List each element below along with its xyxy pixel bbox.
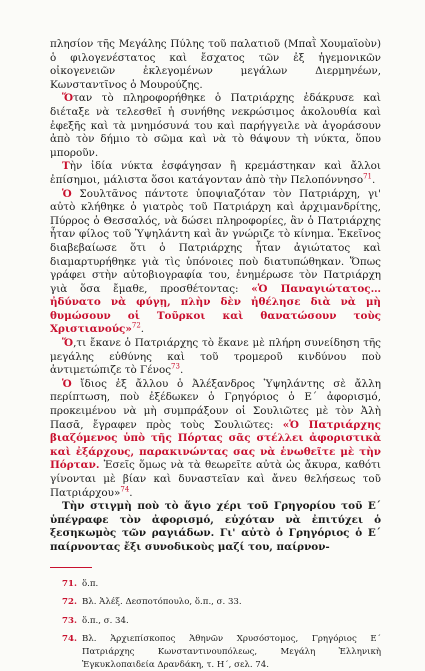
paragraph-4: [50, 188, 381, 338]
quotation: «Ὁ Πατριάρχης βιαζόμενος ὑπὸ τῆς Πόρτας σᾶς στέλλει ἀφοριστικὰ καὶ ἐξάρχους, παρακινώντας σας νὰ ἑνωθεῖτε μὲ τὴν Πόρταν.: [50, 418, 382, 472]
paragraph-2: [50, 92, 381, 160]
footnote-text: ὅ.π.: [81, 578, 99, 589]
footnote-text: ὅ.π., σ. 34.: [81, 615, 129, 626]
punctuation: .: [129, 486, 133, 499]
footnote-72: [50, 596, 381, 609]
footnote-ref[interactable]: 72: [131, 322, 141, 330]
lead-letter: Τ: [62, 160, 70, 173]
paragraph-3: [50, 160, 381, 187]
paragraph-6: [50, 378, 381, 500]
paragraph-text: ἴδιος ἐξ ἄλλου ὁ Ἀλέξανδρος Ὑψηλάντης σὲ ἄλλη περίπτωση, ποὺ ἐξέδωκεν ὁ Γρηγόριος ὁ Ε΄ ἀφορισμό, προκειμένου νὰ μὴ συμπράξουν οἱ Σουλιῶτες μὲ τὸν Ἀλὴ Πασᾶ, ἔγραφεν πρὸς τοὺς Σουλιῶτες:: [50, 377, 381, 431]
paragraph-text: ταν τὸ πληροφορήθηκε ὁ Πατριάρχης ἐδάκρυσε καὶ διέταξε νὰ τελεσθεῖ ἡ συνήθης νεκρώσιμος ἀκολουθία καὶ ἐφεξῆς καὶ τὰ μνημόσυνά του καὶ παρήγγειλε νὰ ἀγοράσουν ἀπὸ τὸν δήμιο τὸ σῶμα καὶ νὰ τὸ θάψουν τὴ νύκτα, ὅπου μποροῦν.: [50, 92, 381, 159]
footnote-text: Βλ. Ἀλέξ. Δεσποτόπουλο, ὅ.π., σ. 33.: [81, 597, 242, 608]
lead-letter: Ὁ: [62, 187, 72, 200]
paragraph-7-bold: [50, 500, 381, 554]
footnote-number: 73.: [62, 615, 77, 626]
footnote-ref[interactable]: 73: [171, 362, 180, 371]
footnote-divider: [50, 567, 92, 568]
footnote-ref[interactable]: 71: [363, 172, 372, 181]
paragraph-text: Σουλτᾶνος πάντοτε ὑποψιαζόταν τὸν Πατριάρχη, γι' αὐτὸ κλήθηκε ὁ γιατρὸς τοῦ Πατριάρχη καὶ ἀρχιμανδρίτης, Πύρρος ὁ Θεσσαλός, νὰ δώσει πληροφορίες, ἂν ὁ Πατριάρχης ἦταν φίλος τοῦ Ὑψηλάντη καὶ ἂν γνώριζε τὸ κίνημα. Ἐκεῖνος διαβεβαίωσε ὅτι ὁ Πατριάρχης ἦταν ἀγιώτατος καὶ διαμαρτυρήθηκε γιὰ τὶς ὑπόνοιες ποὺ διατυπώθηκαν. Ὅπως γράφει στὴν αὐτοβιογραφία του, ἐνημέρωσε τὸν Πατριάρχη γιὰ ὅσα ἔμαθε, προσθέτοντας:: [50, 187, 381, 295]
lead-letter: Ὅ: [62, 92, 74, 105]
footnote-74: [50, 633, 381, 671]
footnote-number: 72.: [62, 597, 77, 608]
lead-letter: Ὁ: [62, 377, 72, 390]
footnote-73: [50, 615, 381, 628]
footnote-ref[interactable]: 74: [120, 485, 130, 494]
footnotes: [50, 578, 381, 671]
quotation: «Ὁ Παναγιώτατος… ἠδύνατο νὰ φύγῃ, πλὴν δὲν ἠθέλησε διὰ νὰ μὴ θυμώσουν οἱ Τοῦρκοι καὶ θανατώσουν τοὺς Χριστιανούς»: [50, 282, 381, 336]
footnote-number: 74.: [62, 634, 77, 645]
paragraph-1: [50, 38, 381, 92]
punctuation: .: [140, 323, 145, 336]
paragraph-5: [50, 337, 381, 378]
footnote-71: [50, 578, 381, 591]
paragraph-text: Τὴν στιγμὴ ποὺ τὸ ἅγιο χέρι τοῦ Γρηγορίου τοῦ Ε΄ ὑπέγραφε τὸν ἀφορισμό, εὐχόταν νὰ ἐπιτύχει ὁ ξεσηκωμὸς τῶν ραγιάδων. Γι' αὐτὸ ὁ Γρηγόριος ὁ Ε΄ παίρνοντας ἔξι συνοδικοὺς μαζί του, παίρνον-: [50, 500, 381, 553]
body-text: [50, 38, 381, 555]
lead-letter: Ὅ: [62, 337, 74, 350]
footnote-number: 71.: [62, 578, 77, 589]
paragraph-text-2: Ἐσεῖς ὅμως νὰ τὰ θεωρεῖτε αὐτὰ ὡς ἄκυρα, καθότι γίνονται μὲ βίαν καὶ δυναστεῖαν καὶ ἄνευ θελήσεως τοῦ Πατριάρχου»: [50, 459, 381, 499]
paragraph-text: ὴν ἰδία νύκτα ἐσφάγησαν ἢ κρεμάστηκαν καὶ ἄλλοι ἐπίσημοι, μάλιστα ὅσοι κατάγονταν ἀπὸ τὴν Πελοπόννησο: [50, 160, 381, 186]
punctuation: .: [372, 173, 376, 186]
punctuation: .: [179, 364, 184, 377]
paragraph-text: ,τι ἔκανε ὁ Πατριάρχης τὸ ἔκανε μὲ πλήρη συνείδηση τῆς μεγάλης εὐθύνης καὶ τοῦ τρομεροῦ κινδύνου ποὺ ἀντιμετώπιζε τὸ Γένος: [50, 337, 381, 377]
footnote-text: Βλ. Ἀρχιεπίσκοπος Ἀθηνῶν Χρυσόστομος, Γρηγόριος Ε΄ Πατριάρχης Κωνσταντινουπόλεως, Μεγάλη Ἑλληνικὴ Ἐγκυκλοπαιδεία Δρανδάκη, τ. Η΄, σελ. 74.: [81, 634, 381, 670]
paragraph-text: πλησίον τῆς Μεγάλης Πύλης τοῦ παλατιοῦ (Μπαῒ Χουμαϊοὺν) ὁ φιλογενέστατος καὶ ἔσχατος τῶν ἐξ ἡγεμονικῶν οἰκογενειῶν ἐκλεγομένων μεγάλων Διερμηνέων, Κωνσταντῖνος ὁ Μουρούζης.: [50, 38, 381, 91]
